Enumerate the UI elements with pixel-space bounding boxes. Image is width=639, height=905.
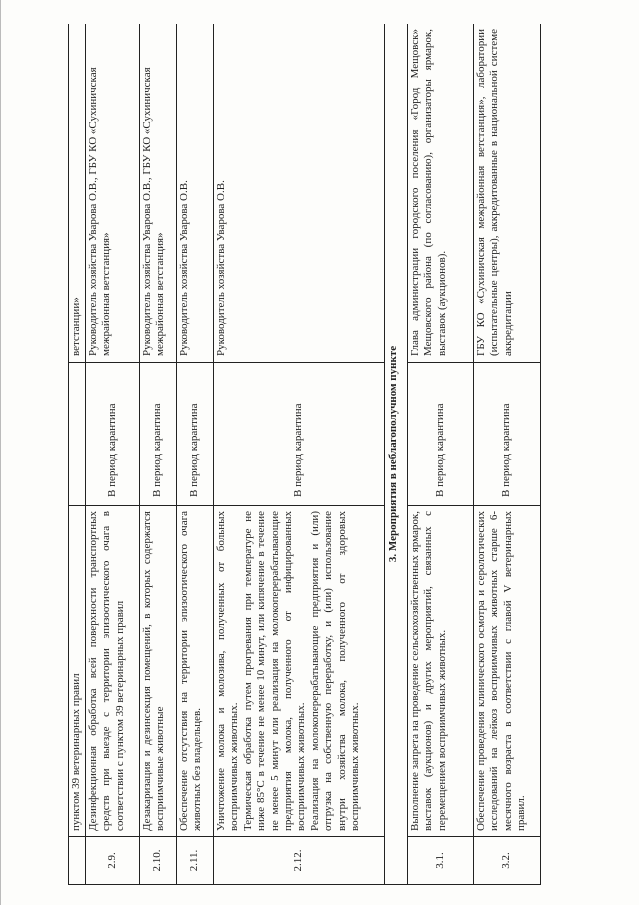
action-cell: Обеспечение проведения клинического осмотра и серологических исследований на лейкоз восприимчивых животных старше 6-месячного возраста в соответствии с главой V ветеринарных правил. <box>474 506 541 837</box>
action-cell: Дезакаризация и дезинсекция помещений, в которых содержатся восприимчивые животные <box>140 506 177 837</box>
action-cell <box>214 506 385 837</box>
term-cell: В период карантина <box>86 363 140 506</box>
row-number-cell: 2.9. <box>86 837 140 885</box>
row-number-cell: 2.12. <box>214 837 385 885</box>
row-number-cell: 3.2. <box>474 837 541 885</box>
table-row <box>140 24 177 885</box>
responsible-cell: Руководитель хозяйства Уварова О.В. <box>214 24 385 363</box>
action-cell: Дезинфекционная обработка всей поверхности транспортных средств при выезде с территории эпизоотического очага в соответствии с пунктом 39 ветеринарных правил <box>86 506 140 837</box>
measures-table <box>68 24 541 885</box>
rotated-table-wrapper <box>68 24 599 885</box>
table-row <box>408 24 474 885</box>
responsible-cell: ГБУ КО «Сухиничская межрайонная ветстанция», лаборатории (испытательные центры), аккредитованные в национальной системе аккредитации <box>474 24 541 363</box>
responsible-cell: Руководитель хозяйства Уварова О.В., ГБУ КО «Сухиничская межрайонная ветстанция» <box>86 24 140 363</box>
action-cell: пунктом 39 ветеринарных правил <box>69 506 86 837</box>
action-paragraph: Реализация на молокоперерабатывающие предприятия и (или) отгрузка на собственную переработку, и (или) использование внутри хозяйства молока, полученного от здоровых восприимчивых животных. <box>308 511 362 831</box>
term-cell: В период карантина <box>408 363 474 506</box>
term-cell: В период карантина <box>214 363 385 506</box>
table-row <box>177 24 214 885</box>
action-paragraph: Уничтожение молока и молозива, полученных от больных восприимчивых животных. <box>215 511 241 831</box>
action-cell: Обеспечение отсутствия на территории эпизоотического очага животных без владельцев. <box>177 506 214 837</box>
action-paragraph: Термическая обработка путем прогревания при температуре не ниже 85°С в течение не менее 10 минут, или кипячение в течение не менее 5 минут или реализация на молокоперерабатывающие предприятия молока, полученного от инфицированных восприимчивых животных. <box>241 511 308 831</box>
responsible-cell: Глава администрации городского поселения «Город Мещовск» Мещовского района (по согласованию), организаторы ярмарок, выставок (аукционов). <box>408 24 474 363</box>
action-cell: Выполнение запрета на проведение сельскохозяйственных ярмарок, выставок (аукционов) и других мероприятий, связанных с перемещением восприимчивых животных. <box>408 506 474 837</box>
term-cell: В период карантина <box>474 363 541 506</box>
scan-edge-line <box>0 0 1 905</box>
table-row <box>86 24 140 885</box>
section-heading: 3. Мероприятия в неблагополучном пункте <box>385 24 408 885</box>
term-cell <box>69 363 86 506</box>
table-row <box>214 24 385 885</box>
document-page <box>68 24 599 885</box>
table-row-continued <box>69 24 86 885</box>
term-cell: В период карантина <box>140 363 177 506</box>
row-number-cell <box>69 837 86 885</box>
row-number-cell: 3.1. <box>408 837 474 885</box>
responsible-cell: ветстанции» <box>69 24 86 363</box>
section-row <box>385 24 408 885</box>
table-row <box>474 24 541 885</box>
responsible-cell: Руководитель хозяйства Уварова О.В., ГБУ КО «Сухиничская межрайонная ветстанция» <box>140 24 177 363</box>
responsible-cell: Руководитель хозяйства Уварова О.В. <box>177 24 214 363</box>
row-number-cell: 2.10. <box>140 837 177 885</box>
term-cell: В период карантина <box>177 363 214 506</box>
row-number-cell: 2.11. <box>177 837 214 885</box>
